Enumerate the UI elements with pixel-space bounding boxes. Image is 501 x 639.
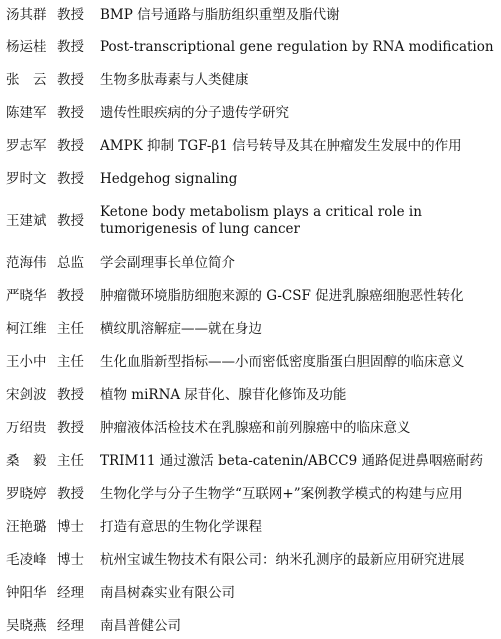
- speaker-name: 宋剑波: [6, 387, 47, 403]
- speaker-title: 教授: [57, 486, 84, 502]
- speaker-title: 教授: [57, 171, 84, 187]
- talk-topic: 杭州宝诚生物技术有限公司：纳米孔测序的最新应用研究进展: [100, 552, 465, 568]
- speaker-name: 罗时文: [6, 171, 47, 187]
- talk-topic: Hedgehog signaling: [100, 171, 238, 187]
- talk-topic: 横纹肌溶解症——就在身边: [100, 321, 262, 337]
- talk-topic: Post-transcriptional gene regulation by RNA modification: [100, 39, 494, 55]
- speaker-name: 罗志军: [6, 138, 47, 154]
- speaker-name: 张 云: [6, 72, 47, 88]
- speaker-title: 博士: [57, 519, 84, 535]
- talk-topic: 遗传性眼疾病的分子遗传学研究: [100, 105, 289, 121]
- speaker-name: 罗晓婷: [6, 486, 47, 502]
- speaker-name: 王小中: [6, 354, 47, 370]
- talk-topic: 学会副理事长单位简介: [100, 255, 235, 271]
- talk-topic: 肿瘤微环境脂肪细胞来源的 G-CSF 促进乳腺癌细胞恶性转化: [100, 288, 464, 304]
- speaker-name: 王建斌: [6, 213, 47, 229]
- speaker-title: 教授: [57, 39, 84, 55]
- talk-topic: BMP 信号通路与脂肪组织重塑及脂代谢: [100, 7, 340, 23]
- speaker-title: 主任: [57, 453, 84, 469]
- speaker-title: 经理: [57, 618, 84, 634]
- speaker-title: 主任: [57, 321, 84, 337]
- talk-topic: 生物多肽毒素与人类健康: [100, 72, 249, 88]
- speaker-name: 陈建军: [6, 105, 47, 121]
- speaker-name: 柯江维: [6, 321, 47, 337]
- speaker-title: 教授: [57, 387, 84, 403]
- speaker-name: 范海伟: [6, 255, 47, 271]
- speaker-name: 万绍贵: [6, 420, 47, 436]
- talk-topic: 南昌树森实业有限公司: [100, 585, 235, 601]
- talk-topic: AMPK 抑制 TGF-β1 信号转导及其在肿瘤发生发展中的作用: [100, 138, 462, 154]
- talk-topic: TRIM11 通过激活 beta-catenin/ABCC9 通路促进鼻咽癌耐药: [100, 453, 483, 469]
- speaker-title: 经理: [57, 585, 84, 601]
- speaker-title: 教授: [57, 138, 84, 154]
- talk-topic: 植物 miRNA 尿苷化、腺苷化修饰及功能: [100, 387, 347, 403]
- speaker-name: 钟阳华: [6, 585, 47, 601]
- talk-topic: 打造有意思的生物化学课程: [100, 519, 262, 535]
- speaker-name: 汤其群: [6, 7, 47, 23]
- speaker-title: 教授: [57, 72, 84, 88]
- talk-topic: 南昌普健公司: [100, 618, 181, 634]
- speaker-title: 博士: [57, 552, 84, 568]
- speaker-title: 教授: [57, 288, 84, 304]
- speaker-name: 杨运桂: [6, 39, 47, 55]
- speaker-title: 教授: [57, 213, 84, 229]
- speaker-name: 严晓华: [6, 288, 47, 304]
- speaker-title: 教授: [57, 7, 84, 23]
- talk-topic: 生化血脂新型指标——小而密低密度脂蛋白胆固醇的临床意义: [100, 354, 465, 370]
- speaker-name: 桑 毅: [6, 453, 47, 469]
- talk-topic: Ketone body metabolism plays a critical role in tumorigenesis of lung cancer: [100, 204, 422, 237]
- talk-topic: 生物化学与分子生物学“互联网+”案例教学模式的构建与应用: [100, 486, 463, 502]
- speaker-name: 汪艳璐: [6, 519, 47, 535]
- speaker-name: 毛凌峰: [6, 552, 47, 568]
- speaker-name: 吴晓燕: [6, 618, 47, 634]
- talk-topic: 肿瘤液体活检技术在乳腺癌和前列腺癌中的临床意义: [100, 420, 411, 436]
- speaker-title: 教授: [57, 105, 84, 121]
- speaker-title: 主任: [57, 354, 84, 370]
- speaker-title: 教授: [57, 420, 84, 436]
- speaker-title: 总监: [57, 255, 84, 271]
